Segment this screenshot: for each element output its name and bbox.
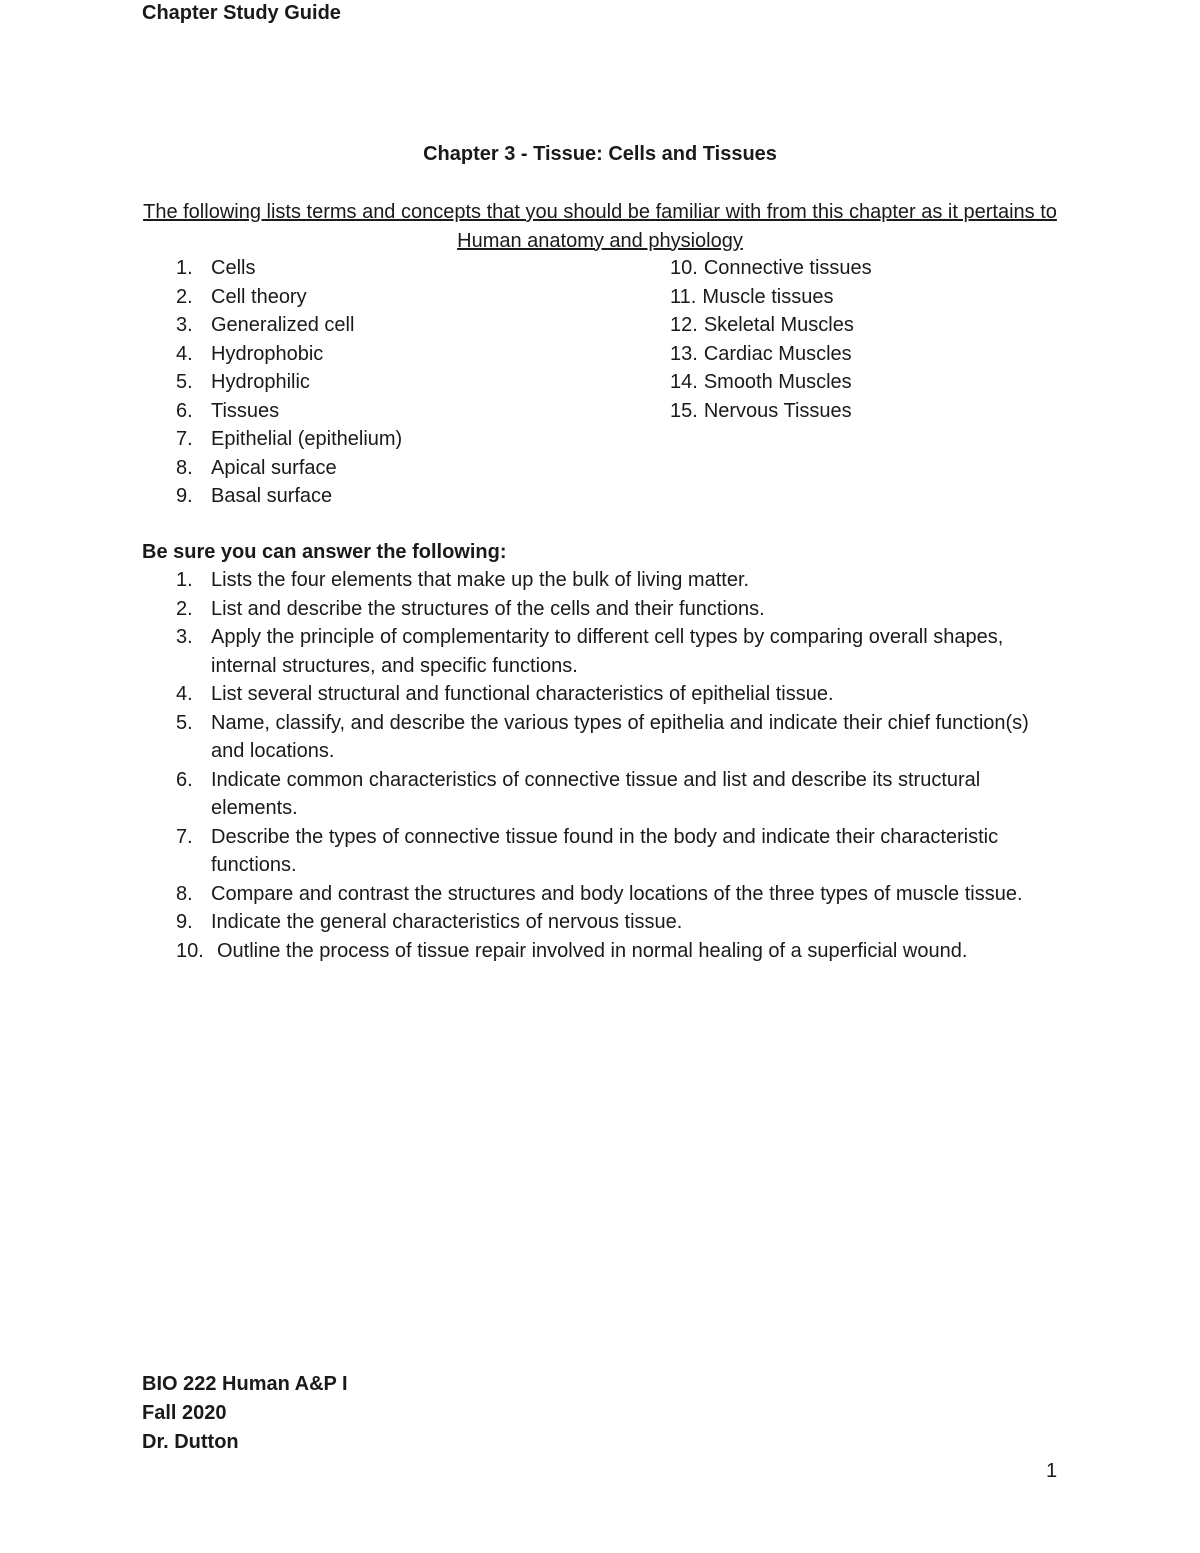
term-text: Hydrophobic	[211, 342, 324, 365]
question-text: List and describe the structures of the cells and their functions.	[211, 597, 765, 620]
term-text: Cells	[211, 257, 256, 279]
term-item	[670, 254, 1050, 283]
term-text: Nervous Tissues	[703, 399, 852, 422]
term-number: 14.	[670, 371, 698, 393]
term-text: Tissues	[211, 399, 280, 422]
page-header-title: Chapter Study Guide	[142, 2, 341, 24]
term-number: 1.	[176, 257, 193, 279]
term-number: 8.	[176, 456, 193, 479]
term-item	[142, 454, 662, 483]
term-number: 4.	[176, 342, 193, 365]
question-number: 1.	[176, 569, 193, 591]
term-item	[670, 368, 1050, 397]
term-label: Fall 2020	[142, 1402, 227, 1424]
question-number: 8.	[176, 882, 193, 905]
term-number: 2.	[176, 285, 193, 308]
term-number: 15.	[670, 399, 698, 422]
term-number: 13.	[670, 342, 698, 365]
question-text: Describe the types of connective tissue found in the body and indicate their characteristic functions.	[211, 825, 999, 876]
term-number: 9.	[176, 485, 193, 507]
question-text: List several structural and functional characteristics of epithelial tissue.	[211, 683, 834, 705]
question-item	[142, 709, 1058, 766]
term-text: Cell theory	[211, 285, 307, 308]
term-item	[670, 397, 1050, 426]
term-number: 3.	[176, 314, 193, 336]
course-name: BIO 222 Human A&P I	[142, 1373, 348, 1395]
term-text: Muscle tissues	[702, 285, 834, 308]
question-text: Indicate common characteristics of connective tissue and list and describe its structural elements.	[211, 768, 981, 819]
term-text: Smooth Muscles	[703, 371, 852, 393]
term-item	[142, 397, 662, 426]
term-text: Generalized cell	[211, 314, 355, 336]
document-title: Chapter 3 - Tissue: Cells and Tissues	[423, 143, 777, 165]
question-number: 4.	[176, 683, 193, 705]
footer-block	[142, 1370, 348, 1457]
question-text: Indicate the general characteristics of nervous tissue.	[211, 911, 683, 933]
question-text: Apply the principle of complementarity to different cell types by comparing overall shapes, internal structures, and specific functions.	[211, 626, 1004, 677]
term-number: 12.	[670, 314, 698, 336]
question-text: Compare and contrast the structures and body locations of the three types of muscle tissue.	[211, 882, 1023, 905]
question-item	[142, 680, 1058, 709]
term-item	[142, 368, 662, 397]
term-item	[142, 311, 662, 340]
questions-list	[142, 566, 1058, 965]
term-number: 7.	[176, 428, 193, 450]
question-number: 7.	[176, 825, 193, 848]
question-number: 5.	[176, 711, 193, 734]
question-text: Lists the four elements that make up the bulk of living matter.	[211, 569, 750, 591]
term-text: Epithelial (epithelium)	[211, 428, 403, 450]
term-text: Connective tissues	[703, 257, 872, 279]
question-number: 6.	[176, 768, 193, 791]
term-item	[670, 283, 1050, 312]
term-text: Cardiac Muscles	[703, 342, 852, 365]
instructor-name: Dr. Dutton	[142, 1431, 239, 1453]
question-number: 2.	[176, 597, 193, 620]
term-item	[142, 340, 662, 369]
term-item	[142, 425, 662, 454]
question-item	[142, 766, 1058, 823]
term-text: Hydrophilic	[211, 371, 310, 393]
question-item	[142, 908, 1058, 937]
questions-heading: Be sure you can answer the following:	[142, 541, 507, 563]
term-text: Skeletal Muscles	[703, 314, 854, 336]
term-text: Apical surface	[211, 456, 337, 479]
question-number: 10.	[176, 939, 204, 962]
question-item	[142, 937, 1058, 966]
term-item	[670, 311, 1050, 340]
terms-column-right	[670, 254, 1050, 425]
question-item	[142, 566, 1058, 595]
question-item	[142, 595, 1058, 624]
term-item	[142, 482, 662, 511]
question-item	[142, 880, 1058, 909]
terms-column-left	[142, 254, 662, 511]
question-item	[142, 623, 1058, 680]
term-item	[670, 340, 1050, 369]
term-item	[142, 283, 662, 312]
page-number: 1	[1046, 1460, 1058, 1482]
question-text: Name, classify, and describe the various types of epithelia and indicate their chief function(s) and locations.	[211, 711, 1029, 762]
question-number: 3.	[176, 626, 193, 648]
term-number: 11.	[670, 285, 697, 308]
question-text: Outline the process of tissue repair involved in normal healing of a superficial wound.	[217, 939, 968, 962]
question-number: 9.	[176, 911, 193, 933]
term-item	[142, 254, 662, 283]
intro-text: The following lists terms and concepts that you should be familiar with from this chapter as it pertains to Human anatomy and physiology	[143, 201, 1057, 252]
term-number: 10.	[670, 257, 698, 279]
question-item	[142, 823, 1058, 880]
term-text: Basal surface	[211, 485, 333, 507]
term-number: 6.	[176, 399, 193, 422]
term-number: 5.	[176, 371, 193, 393]
